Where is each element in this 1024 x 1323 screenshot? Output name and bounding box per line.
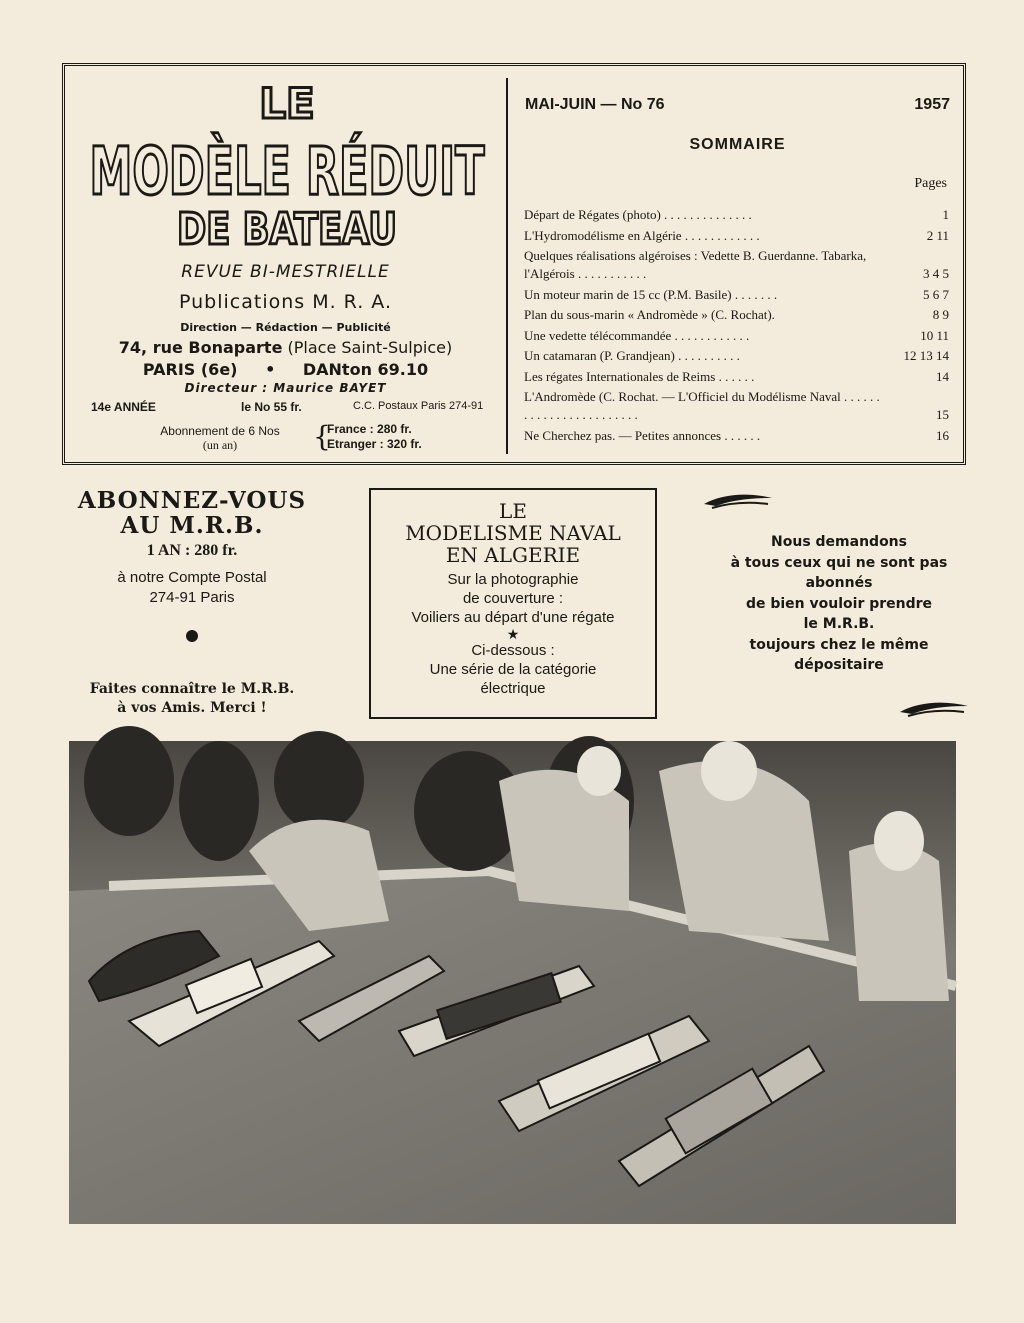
notice-line-3: abonnés xyxy=(805,575,873,591)
directeur-line: Directeur : Maurice BAYET xyxy=(184,381,387,395)
toc-pages: 2 11 xyxy=(926,227,949,243)
cc-postaux: C.C. Postaux Paris 274-91 xyxy=(353,400,484,412)
title-modele-reduit: MODÈLE RÉDUIT xyxy=(89,133,696,210)
notice-line-1: Nous demandons xyxy=(771,534,907,550)
toc-pages: 14 xyxy=(936,368,949,384)
brace-icon: { xyxy=(313,420,331,453)
toc-pages: 1 xyxy=(942,207,949,222)
phone: DANton 69.10 xyxy=(302,360,429,379)
subscribe-title-2: AU M.R.B. xyxy=(120,512,264,539)
publisher: Publications M. R. A. xyxy=(179,291,392,313)
toc-pages: 3 4 5 xyxy=(923,266,949,281)
toc-title: Un moteur marin de 15 cc (P.M. Basile) . . . . . . . xyxy=(524,286,778,302)
revue-frequency: REVUE BI-MESTRIELLE xyxy=(181,262,390,282)
pages-header: Pages xyxy=(914,176,947,191)
sommaire-title: SOMMAIRE xyxy=(689,136,786,153)
notice-line-4: de bien vouloir prendre xyxy=(745,595,933,612)
toc-item xyxy=(524,347,949,365)
toc-title: Les régates Internationales de Reims . . . . . . xyxy=(524,368,755,384)
abonnement-title: Abonnement de 6 Nos xyxy=(160,424,280,438)
toc-item xyxy=(524,427,949,445)
masthead-divider xyxy=(506,78,508,454)
swirl-ornament-icon xyxy=(898,698,970,720)
address-line xyxy=(65,338,506,357)
subscribe-price: 1 AN : 280 fr. xyxy=(146,542,238,559)
masthead-right xyxy=(510,66,965,462)
toc-item xyxy=(524,227,949,245)
faites-line-1: Faites connaître le M.R.B. xyxy=(89,681,295,697)
toc-title: Départ de Régates (photo) . . . . . . . . . . . . . . xyxy=(524,207,752,222)
toc-pages: 15 xyxy=(936,407,949,422)
city: PARIS (6e) xyxy=(142,360,238,379)
toc-pages: 16 xyxy=(936,427,949,443)
title-de-bateau: DE BATEAU xyxy=(177,204,397,255)
swirl-ornament-icon xyxy=(702,490,774,512)
toc-item xyxy=(524,388,949,424)
city-phone-line xyxy=(65,360,506,379)
abonnement-prices xyxy=(327,422,422,452)
title-le: LE xyxy=(259,79,315,128)
toc-pages: 5 6 7 xyxy=(923,286,949,302)
toc-title: Ne Cherchez pas. — Petites annonces . . . . . . xyxy=(524,427,761,443)
table-of-contents xyxy=(524,206,949,447)
toc-item xyxy=(524,247,949,283)
toc-item xyxy=(524,206,949,224)
subscribe-block xyxy=(72,488,312,718)
abonnement-label xyxy=(140,424,300,453)
prix-numero: le No 55 fr. xyxy=(241,400,302,414)
algerie-line-6: électrique xyxy=(480,680,546,697)
star-icon: ★ xyxy=(506,626,520,642)
issue-line xyxy=(525,96,950,114)
toc-title: Une vedette télécommandée . . . . . . . . . . . . xyxy=(524,327,750,343)
toc-pages: 10 11 xyxy=(920,327,949,343)
notice-block xyxy=(712,532,966,676)
toc-title: Un catamaran (P. Grandjean) . . . . . . . . . . xyxy=(524,348,740,363)
separator-icon: • xyxy=(265,360,276,379)
compte-line-1: à notre Compte Postal xyxy=(117,569,267,586)
toc-item xyxy=(524,286,949,304)
toc-item xyxy=(524,368,949,386)
toc-title: Quelques réalisations algéroises : Vedette B. Guerdanne. Tabarka, l'Algérois . . . . . . . . . . . xyxy=(524,248,867,281)
notice-line-7: dépositaire xyxy=(794,657,884,673)
regatta-photo xyxy=(69,741,956,1224)
toc-title: Plan du sous-marin « Andromède » (C. Rochat). xyxy=(524,307,775,322)
algerie-line-5: Une série de la catégorie xyxy=(429,661,597,678)
address-street: 74, rue Bonaparte xyxy=(118,338,283,357)
issue-year: 1957 xyxy=(914,96,950,113)
algerie-title-3: EN ALGERIE xyxy=(445,543,581,567)
toc-title: L'Andromède (C. Rochat. — L'Officiel du Modélisme Naval . . . . . . . . . . . . . . . . . . . . . . . . xyxy=(524,389,880,422)
abonnement-duration: (un an) xyxy=(202,438,238,452)
compte-line-2: 274-91 Paris xyxy=(149,589,235,606)
algerie-line-4: Ci-dessous : xyxy=(471,642,555,659)
notice-line-2: à tous ceux qui ne sont pas xyxy=(730,554,948,571)
notice-line-6: toujours chez le même xyxy=(749,636,929,653)
masthead-box xyxy=(62,63,966,465)
algerie-line-1: Sur la photographie xyxy=(447,571,579,588)
annee: 14e ANNÉE xyxy=(91,400,156,414)
toc-pages: 12 13 14 xyxy=(903,348,949,363)
address-place: (Place Saint-Sulpice) xyxy=(287,338,453,357)
algerie-title-2: MODELISME NAVAL xyxy=(405,521,621,545)
bullet-icon xyxy=(186,630,198,642)
notice-line-5: le M.R.B. xyxy=(803,616,875,632)
price-etranger: Etranger : 320 fr. xyxy=(327,437,422,451)
algerie-box xyxy=(369,488,657,719)
issue-number: MAI-JUIN — No 76 xyxy=(525,96,665,113)
faites-line-2: à vos Amis. Merci ! xyxy=(117,700,267,716)
toc-pages: 8 9 xyxy=(932,307,949,322)
direction-line: Direction — Rédaction — Publicité xyxy=(180,321,391,334)
algerie-line-2: de couverture : xyxy=(462,590,564,607)
toc-item xyxy=(524,306,949,324)
algerie-title-1: LE xyxy=(499,499,527,523)
subscribe-title-1: ABONNEZ-VOUS xyxy=(77,487,307,514)
price-france: France : 280 fr. xyxy=(327,422,412,436)
algerie-line-3: Voiliers au départ d'une régate xyxy=(411,609,615,626)
toc-title: L'Hydromodélisme en Algérie . . . . . . . . . . . . xyxy=(524,227,760,243)
toc-item xyxy=(524,327,949,345)
